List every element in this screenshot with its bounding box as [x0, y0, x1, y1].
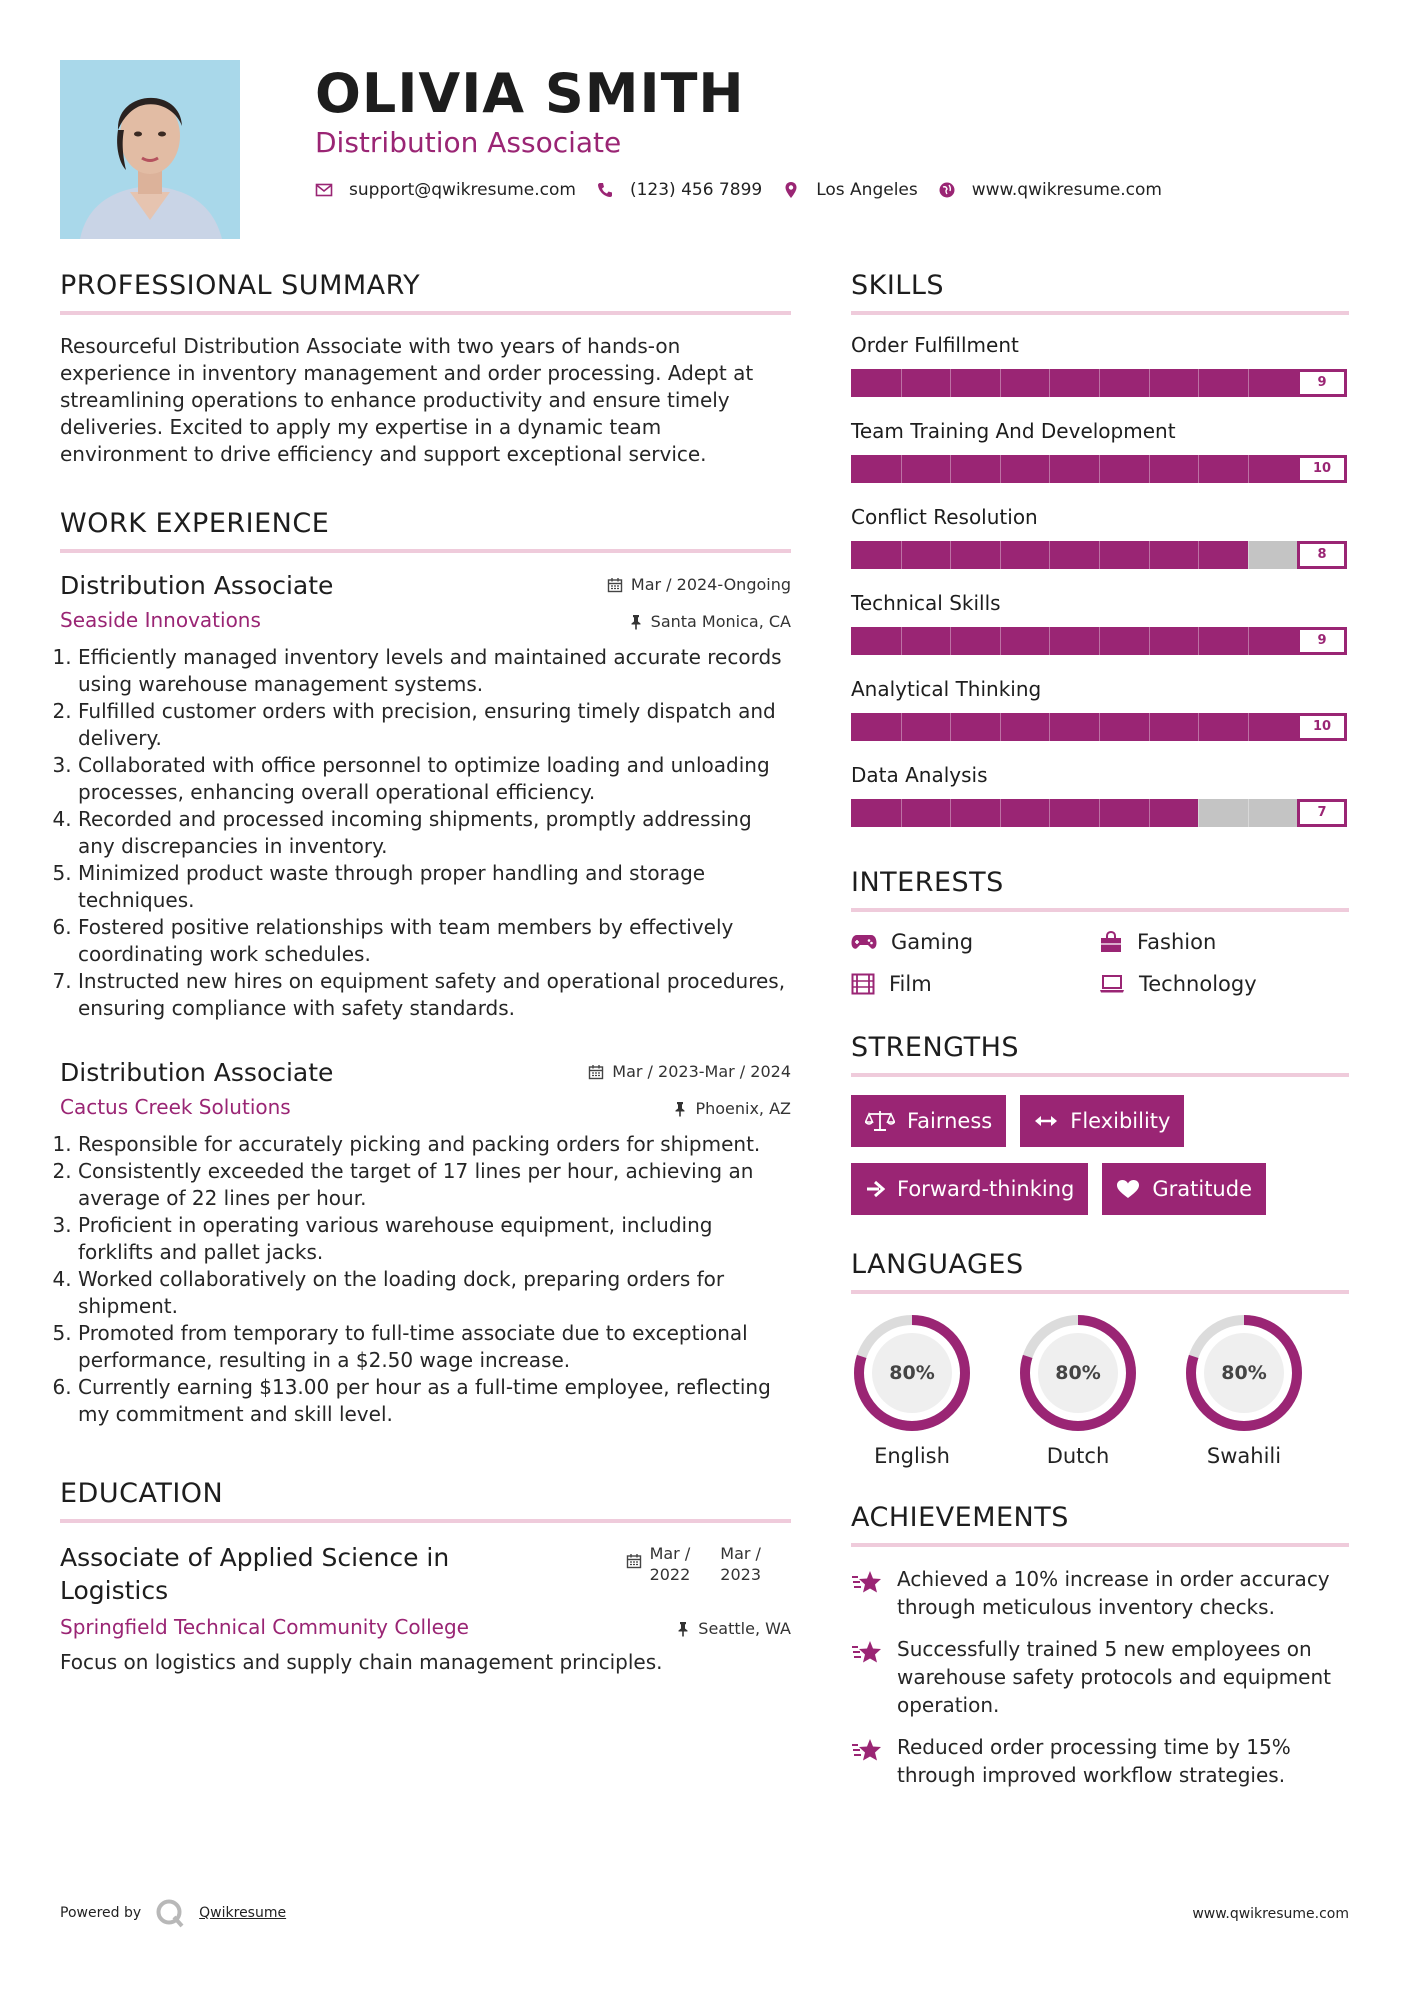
language-percent: 80% — [1055, 1362, 1101, 1384]
interest-item — [1099, 930, 1347, 954]
start-year: 2022 — [649, 1565, 691, 1584]
calendar-icon — [588, 1064, 604, 1080]
list-item: 2. Consistently exceeded the target of 17 lines per hour, achieving an average of 22 lines per hour. — [78, 1158, 791, 1212]
skill-bar-segment — [1248, 541, 1249, 569]
skill-bar-segment — [1198, 799, 1199, 827]
skill-bar-segment — [901, 627, 902, 655]
education-dates — [626, 1543, 791, 1607]
laptop-icon — [1099, 974, 1125, 994]
skill-score: 7 — [1297, 799, 1347, 827]
job-dates-text: Mar / 2024-Ongoing — [630, 575, 791, 594]
education-title: EDUCATION — [60, 1478, 791, 1523]
education-start — [650, 1543, 691, 1585]
interest-item — [1099, 972, 1347, 996]
gamepad-icon — [851, 933, 877, 951]
language-ring — [1183, 1312, 1305, 1434]
strength-tag — [851, 1095, 1006, 1147]
left-column — [60, 270, 791, 1676]
language-name: Dutch — [1046, 1444, 1110, 1468]
skill-bar — [851, 369, 1347, 397]
job-entry — [60, 1058, 791, 1428]
language-percent: 80% — [1221, 1362, 1267, 1384]
skill-bar-segment — [1099, 799, 1100, 827]
skill-bar-segment — [1198, 369, 1199, 397]
strength-tag — [1020, 1095, 1184, 1147]
skill-bar-segment — [1248, 627, 1249, 655]
skill-bar-segment — [1149, 799, 1150, 827]
skill-bar-segment — [1049, 369, 1050, 397]
achievement-text: Successfully trained 5 new employees on warehouse safety protocols and equipment operation. — [897, 1637, 1332, 1717]
end-year: 2023 — [720, 1565, 761, 1584]
qwikresume-logo-icon — [155, 1898, 185, 1928]
skill-item — [851, 419, 1349, 483]
skill-bar-segment — [1248, 369, 1249, 397]
skill-score: 10 — [1297, 713, 1347, 741]
list-item: 6. Currently earning $13.00 per hour as a full-time employee, reflecting my commitment and skill level. — [78, 1374, 791, 1428]
skill-bar — [851, 455, 1347, 483]
skill-bar-segment — [901, 369, 902, 397]
list-item: 6. Fostered positive relationships with team members by effectively coordinating work schedules. — [78, 914, 791, 968]
film-icon — [851, 973, 875, 995]
interest-label: Fashion — [1137, 930, 1217, 954]
skill-bar-segment — [1248, 799, 1249, 827]
skill-bar-segment — [1198, 627, 1199, 655]
shopping-bag-icon — [1099, 931, 1123, 953]
skill-label: Team Training And Development — [851, 419, 1176, 443]
company-name: Cactus Creek Solutions — [60, 1095, 291, 1119]
scale-icon — [865, 1110, 895, 1132]
skill-bar-segment — [950, 455, 951, 483]
summary-text: Resourceful Distribution Associate with two years of hands-on experience in inventory management and order processing. Adept at streamlining operations to enhance productivity and ensure timely deliveries. Excited to apply my expertise in a dynamic team environment to drive efficiency and support exceptional service. — [60, 334, 754, 466]
skill-bar — [851, 541, 1347, 569]
language-item — [851, 1312, 1017, 1468]
start-month: Mar / — [649, 1544, 691, 1563]
interest-label: Gaming — [891, 930, 974, 954]
arrow-right-icon — [865, 1180, 885, 1198]
strengths-title: STRENGTHS — [851, 1032, 1349, 1077]
achievements-list — [851, 1565, 1349, 1789]
skill-bar-segment — [1000, 799, 1001, 827]
list-item: 4. Worked collaboratively on the loading dock, preparing orders for shipment. — [78, 1266, 791, 1320]
skill-bar-segment — [1099, 627, 1100, 655]
skill-bar-segment — [1049, 627, 1050, 655]
calendar-icon — [607, 577, 623, 593]
strength-tag — [1102, 1163, 1266, 1215]
interest-item — [851, 930, 1099, 954]
skill-bar-segment — [1000, 541, 1001, 569]
interests-title: INTERESTS — [851, 867, 1349, 912]
skill-bar — [851, 627, 1347, 655]
language-percent: 80% — [889, 1362, 935, 1384]
skill-bar — [851, 713, 1347, 741]
language-item — [1017, 1312, 1183, 1468]
languages-list — [851, 1312, 1349, 1468]
education-location-text: Seattle, WA — [698, 1619, 791, 1638]
job-location-text: Santa Monica, CA — [650, 612, 791, 631]
experience-title: WORK EXPERIENCE — [60, 508, 791, 553]
skill-bar-segment — [901, 455, 902, 483]
contact-website[interactable] — [938, 180, 1162, 200]
strength-label: Gratitude — [1152, 1177, 1252, 1201]
skill-label: Data Analysis — [851, 763, 988, 787]
interests-grid — [851, 930, 1349, 996]
job-dates-text: Mar / 2023-Mar / 2024 — [612, 1062, 791, 1081]
summary-title: PROFESSIONAL SUMMARY — [60, 270, 791, 315]
skill-label: Order Fulfillment — [851, 333, 1019, 357]
strength-label: Flexibility — [1070, 1109, 1171, 1133]
list-item: 3. Collaborated with office personnel to optimize loading and unloading processes, enhancing overall operational efficiency. — [78, 752, 791, 806]
skill-item — [851, 763, 1349, 827]
language-name: English — [874, 1444, 950, 1468]
achievements-title: ACHIEVEMENTS — [851, 1502, 1349, 1547]
skill-bar-segment — [1198, 455, 1199, 483]
education-description: Focus on logistics and supply chain management principles. — [60, 1650, 663, 1674]
skill-bar-segment — [1248, 713, 1249, 741]
skill-score: 9 — [1297, 369, 1347, 397]
skill-bar-segment — [1000, 369, 1001, 397]
skill-item — [851, 591, 1349, 655]
skill-bar-fill — [851, 799, 1198, 827]
skill-bar-segment — [901, 541, 902, 569]
skill-bar-segment — [950, 541, 951, 569]
skill-score: 10 — [1297, 455, 1347, 483]
list-item: 4. Recorded and processed incoming shipments, promptly addressing any discrepancies in inventory. — [78, 806, 791, 860]
globe-icon — [938, 181, 956, 199]
resume-header — [60, 60, 1350, 240]
job-location — [673, 1099, 791, 1118]
contact-location — [782, 180, 918, 200]
strength-label: Fairness — [907, 1109, 993, 1133]
skill-bar-segment — [1149, 369, 1150, 397]
skill-bar-segment — [950, 627, 951, 655]
candidate-name: OLIVIA SMITH — [315, 62, 745, 125]
skill-item — [851, 505, 1349, 569]
skill-bar-segment — [1000, 455, 1001, 483]
strength-label: Forward-thinking — [897, 1177, 1075, 1201]
phone-text: (123) 456 7899 — [629, 180, 763, 200]
list-item: 7. Instructed new hires on equipment safety and operational procedures, ensuring compliance with safety standards. — [78, 968, 791, 1022]
job-location-text: Phoenix, AZ — [695, 1099, 791, 1118]
school-name: Springfield Technical Community College — [60, 1615, 469, 1639]
skill-bar-segment — [1099, 713, 1100, 741]
end-month: Mar / — [720, 1544, 761, 1563]
interest-item — [851, 972, 1099, 996]
skill-bar-segment — [1049, 455, 1050, 483]
interest-label: Film — [889, 972, 932, 996]
skill-bar-segment — [1248, 455, 1249, 483]
job-location — [629, 612, 791, 631]
education-location — [676, 1619, 791, 1638]
skill-label: Technical Skills — [851, 591, 1001, 615]
skill-bar-segment — [1049, 713, 1050, 741]
job-bullets — [60, 644, 791, 1022]
footer-powered-by — [60, 1898, 286, 1928]
footer-site[interactable]: www.qwikresume.com — [1192, 1906, 1349, 1922]
skill-bar-segment — [1049, 541, 1050, 569]
skill-bar-segment — [950, 799, 951, 827]
education-end — [720, 1543, 761, 1585]
pushpin-icon — [673, 1101, 687, 1117]
list-item: 3. Proficient in operating various warehouse equipment, including forklifts and pallet jacks. — [78, 1212, 791, 1266]
profile-photo — [60, 60, 240, 239]
achievement-text: Reduced order processing time by 15% through improved workflow strategies. — [897, 1735, 1291, 1787]
language-item — [1183, 1312, 1349, 1468]
strength-tag — [851, 1163, 1088, 1215]
star-award-icon — [851, 1737, 883, 1763]
skill-bar-segment — [1149, 627, 1150, 655]
contact-phone[interactable] — [596, 180, 762, 200]
skill-score: 8 — [1297, 541, 1347, 569]
strengths-list — [851, 1095, 1349, 1215]
website-text: www.qwikresume.com — [971, 180, 1162, 200]
skill-bar-segment — [1000, 713, 1001, 741]
education-entry — [60, 1541, 791, 1607]
skill-bar — [851, 799, 1347, 827]
pushpin-icon — [676, 1621, 690, 1637]
skill-bar-segment — [1099, 541, 1100, 569]
skill-bar-segment — [1000, 627, 1001, 655]
job-dates — [588, 1062, 791, 1081]
skill-score: 9 — [1297, 627, 1347, 655]
list-item: 2. Fulfilled customer orders with precision, ensuring timely dispatch and delivery. — [78, 698, 791, 752]
language-ring — [851, 1312, 973, 1434]
list-item: 5. Promoted from temporary to full-time associate due to exceptional performance, resulting in a $2.50 wage increase. — [78, 1320, 791, 1374]
skills-list — [851, 333, 1349, 827]
skill-bar-segment — [901, 713, 902, 741]
arrows-horizontal-icon — [1034, 1114, 1058, 1128]
achievement-item — [851, 1635, 1349, 1719]
heart-icon — [1116, 1179, 1140, 1199]
skill-item — [851, 677, 1349, 741]
skill-bar-segment — [950, 369, 951, 397]
skill-bar-segment — [1149, 713, 1150, 741]
job-entry — [60, 571, 791, 1022]
company-name: Seaside Innovations — [60, 608, 261, 632]
interest-label: Technology — [1139, 972, 1257, 996]
skill-bar-segment — [1099, 455, 1100, 483]
degree-title: Associate of Applied Science in Logistics — [60, 1543, 450, 1605]
achievement-text: Achieved a 10% increase in order accuracy through meticulous inventory checks. — [897, 1567, 1330, 1619]
list-item: 1. Responsible for accurately picking and packing orders for shipment. — [78, 1131, 791, 1158]
language-ring — [1017, 1312, 1139, 1434]
achievement-item — [851, 1565, 1349, 1621]
map-pin-icon — [782, 181, 800, 199]
skill-bar-segment — [901, 799, 902, 827]
powered-by-text: Powered by — [60, 1905, 142, 1921]
skill-bar-fill — [851, 369, 1297, 397]
skill-bar-segment — [1149, 541, 1150, 569]
job-dates — [607, 575, 791, 594]
skill-bar-segment — [1099, 369, 1100, 397]
envelope-icon — [315, 181, 333, 199]
language-name: Swahili — [1206, 1444, 1282, 1468]
skill-bar-fill — [851, 627, 1297, 655]
skill-label: Conflict Resolution — [851, 505, 1038, 529]
job-title: Distribution Associate — [60, 1058, 334, 1087]
phone-icon — [596, 181, 614, 199]
skill-bar-segment — [1049, 799, 1050, 827]
list-item: 1. Efficiently managed inventory levels and maintained accurate records using warehouse management systems. — [78, 644, 791, 698]
calendar-icon — [626, 1553, 642, 1569]
achievement-item — [851, 1733, 1349, 1789]
job-title: Distribution Associate — [60, 571, 334, 600]
star-award-icon — [851, 1639, 883, 1665]
candidate-role: Distribution Associate — [315, 126, 622, 159]
location-text: Los Angeles — [816, 180, 918, 200]
languages-title: LANGUAGES — [851, 1249, 1349, 1294]
skill-bar-segment — [1198, 713, 1199, 741]
contact-bar — [315, 180, 1182, 200]
skill-label: Analytical Thinking — [851, 677, 1042, 701]
star-award-icon — [851, 1569, 883, 1595]
brand-link[interactable]: Qwikresume — [199, 1905, 287, 1921]
skill-item — [851, 333, 1349, 397]
job-bullets — [60, 1131, 791, 1428]
contact-email[interactable] — [315, 180, 576, 200]
pushpin-icon — [629, 614, 643, 630]
right-column — [851, 270, 1349, 1803]
skill-bar-segment — [1149, 455, 1150, 483]
skill-bar-segment — [1198, 541, 1199, 569]
list-item: 5. Minimized product waste through proper handling and storage techniques. — [78, 860, 791, 914]
email-text: support@qwikresume.com — [349, 180, 576, 200]
skills-title: SKILLS — [851, 270, 1349, 315]
skill-bar-segment — [950, 713, 951, 741]
